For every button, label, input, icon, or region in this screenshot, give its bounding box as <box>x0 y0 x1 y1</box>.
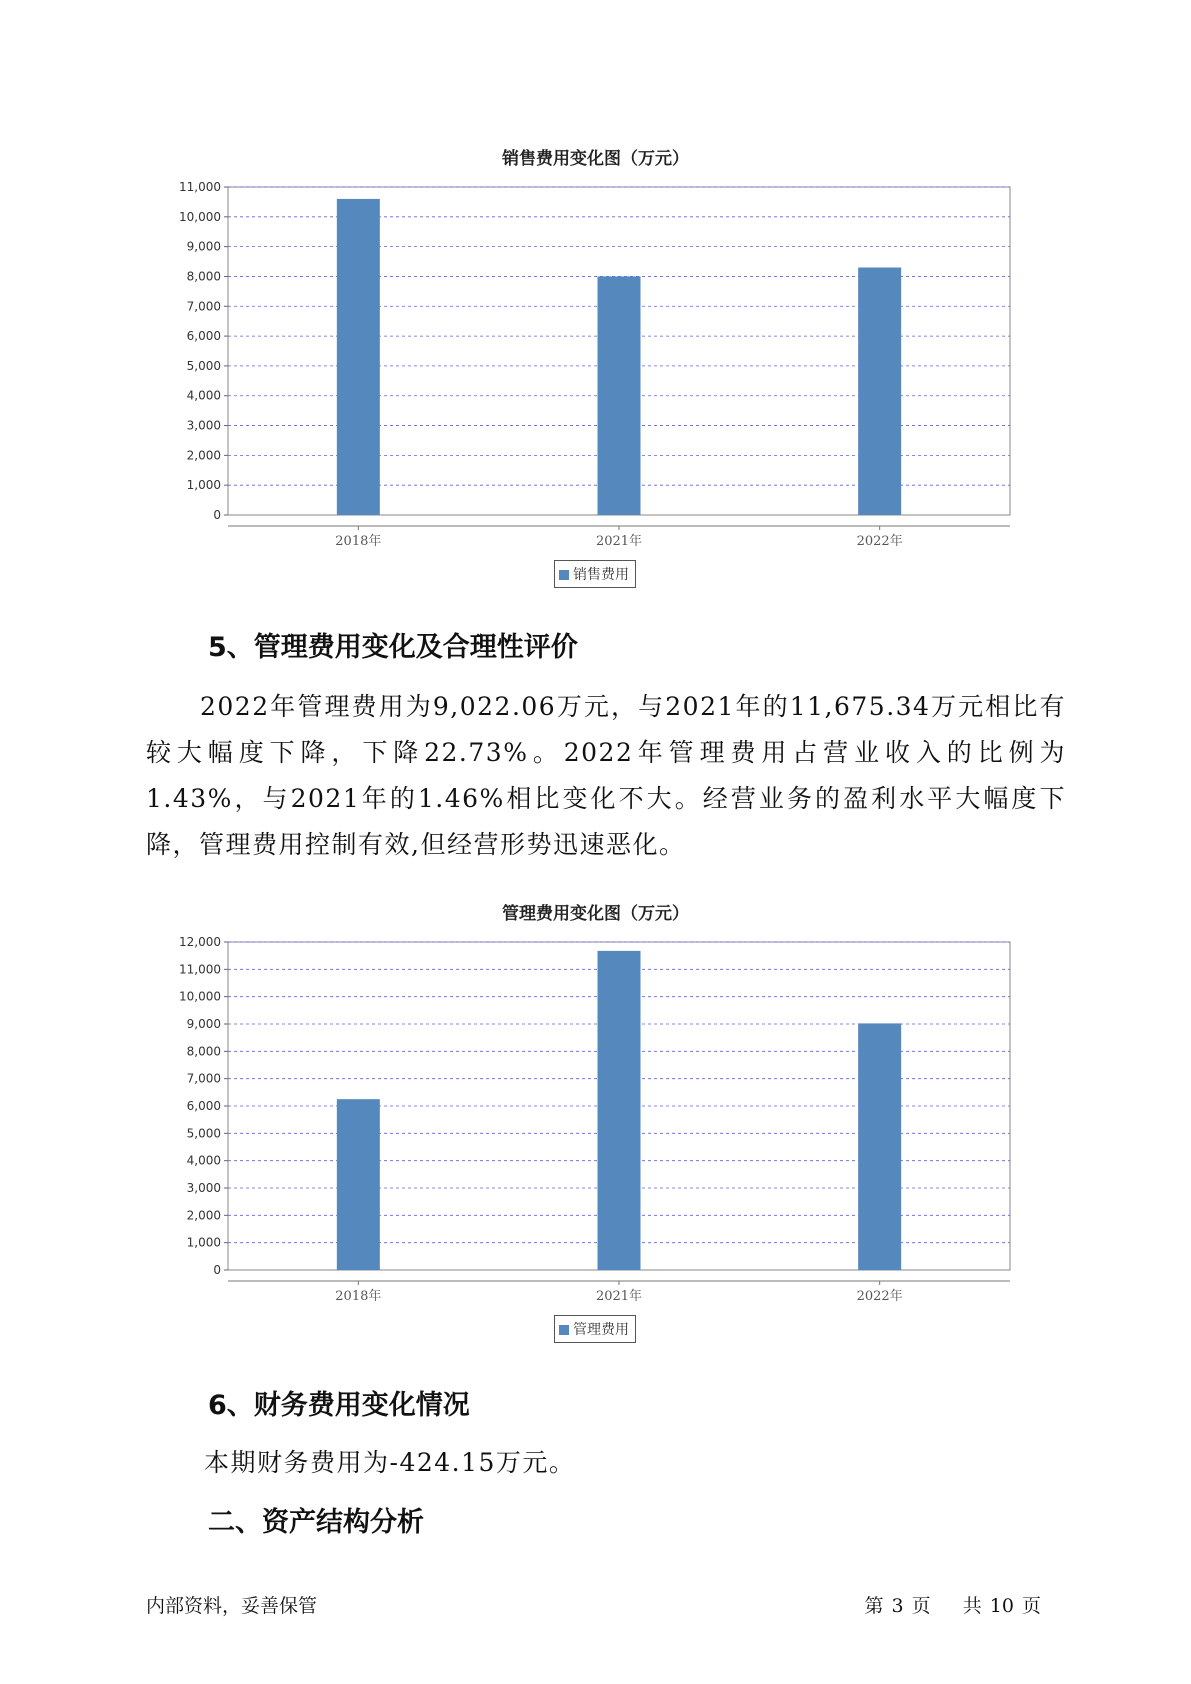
sales-expense-chart <box>0 130 1191 583</box>
y-tick-label: 10,000 <box>179 209 221 224</box>
bar <box>858 268 901 515</box>
y-tick-label: 6,000 <box>186 329 221 344</box>
footer-page-info <box>860 1591 1045 1618</box>
x-tick-label: 2021年 <box>595 534 643 549</box>
y-tick-label: 7,000 <box>186 1071 221 1086</box>
y-tick-label: 6,000 <box>186 1099 221 1113</box>
legend-swatch <box>559 1325 569 1335</box>
y-tick-label: 3,000 <box>186 418 221 433</box>
y-tick-label: 9,000 <box>186 239 221 254</box>
bar <box>598 951 641 1270</box>
footer-confidential-note: 内部资料，妥善保管 <box>146 1595 318 1617</box>
y-tick-label: 0 <box>213 508 221 522</box>
y-tick-label: 5,000 <box>186 1126 221 1141</box>
y-tick-label: 5,000 <box>186 358 221 373</box>
chart-legend <box>554 1315 636 1343</box>
total-unit: 页 <box>1021 1595 1041 1617</box>
y-tick-label: 11,000 <box>179 962 221 977</box>
total-prefix: 共 <box>962 1595 982 1617</box>
total-pages: 10 <box>989 1595 1014 1617</box>
legend-swatch <box>559 570 569 580</box>
bar <box>337 1099 380 1270</box>
y-tick-label: 10,000 <box>179 989 221 1004</box>
x-tick-label: 2022年 <box>856 1289 903 1304</box>
legend-label: 管理费用 <box>573 1322 629 1338</box>
y-tick-label: 9,000 <box>186 1017 221 1031</box>
section-6-paragraph <box>204 1440 1124 1486</box>
y-tick-label: 12,000 <box>179 935 221 949</box>
section-5-paragraph <box>146 684 1066 868</box>
y-tick-label: 1,000 <box>186 478 221 493</box>
bar <box>598 276 641 515</box>
y-tick-label: 1,000 <box>186 1235 221 1250</box>
page-prefix: 第 <box>864 1595 884 1617</box>
y-tick-label: 7,000 <box>186 299 221 314</box>
y-tick-label: 8,000 <box>186 1044 221 1059</box>
y-tick-label: 11,000 <box>179 180 221 194</box>
section-5-heading: 5、管理费用变化及合理性评价 <box>208 632 578 663</box>
x-tick-label: 2018年 <box>335 534 382 549</box>
section-6-heading: 6、财务费用变化情况 <box>208 1390 470 1421</box>
legend-label: 销售费用 <box>573 567 629 583</box>
bar <box>337 199 380 515</box>
y-tick-label: 8,000 <box>186 269 221 284</box>
y-tick-label: 4,000 <box>186 1153 221 1168</box>
page-unit: 页 <box>911 1595 931 1617</box>
y-tick-label: 4,000 <box>186 388 221 403</box>
chart-legend <box>554 560 636 588</box>
admin-expense-chart <box>0 885 1191 1338</box>
section-6-text: 本期财务费用为-424.15万元。 <box>204 1448 576 1477</box>
section-5-text: 2022年管理费用为9,022.06万元，与2021年的11,675.34万元相比有较大幅度下降，下降22.73%。2022年管理费用占营业收入的比例为1.43%，与2021年的1.46%相比变化不大。经营业务的盈利水平大幅度下降，管理费用控制有效,但经营形势迅速恶化。 <box>146 692 1066 859</box>
chart-plot <box>0 130 1191 560</box>
x-tick-label: 2022年 <box>856 534 903 549</box>
y-tick-label: 3,000 <box>186 1181 221 1195</box>
x-tick-label: 2021年 <box>595 1289 643 1304</box>
section-two-heading: 二、资产结构分析 <box>208 1507 424 1538</box>
y-tick-label: 2,000 <box>186 1208 221 1223</box>
bar <box>858 1023 901 1270</box>
x-tick-label: 2018年 <box>335 1289 382 1304</box>
page-number: 3 <box>891 1595 904 1617</box>
chart-title: 管理费用变化图（万元） <box>502 904 689 924</box>
y-tick-label: 2,000 <box>186 448 221 463</box>
chart-plot <box>0 885 1191 1315</box>
y-tick-label: 0 <box>213 1263 221 1277</box>
chart-title: 销售费用变化图（万元） <box>502 149 689 169</box>
